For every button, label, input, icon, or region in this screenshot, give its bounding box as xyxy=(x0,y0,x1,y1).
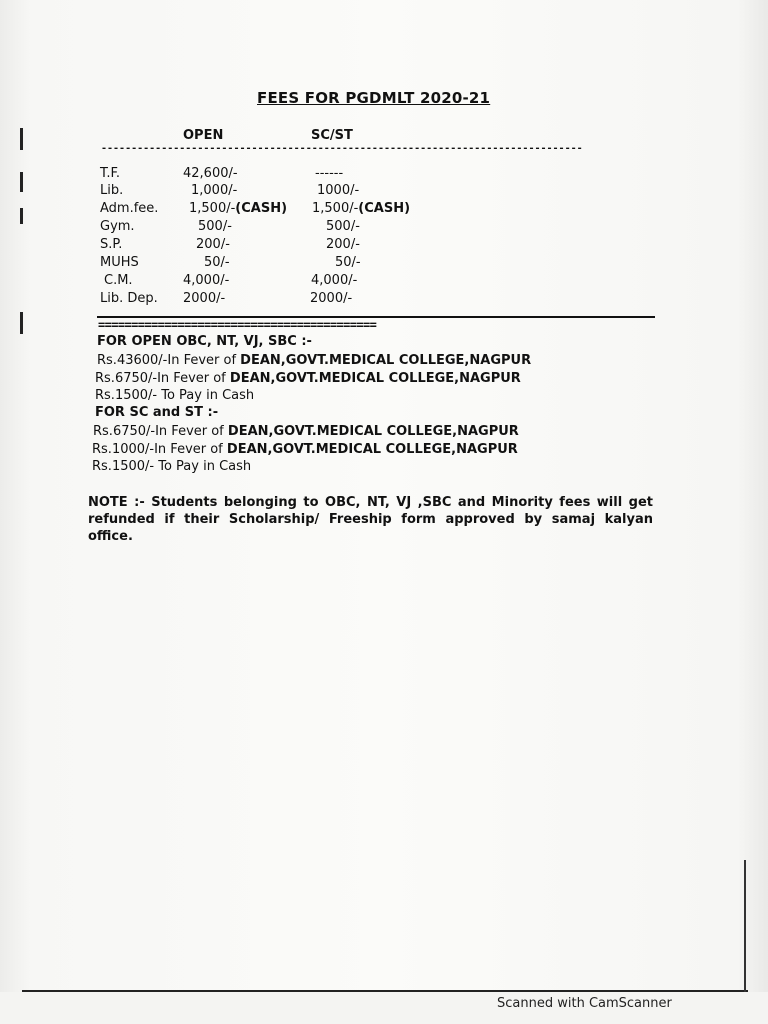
fee-scst: 200/- xyxy=(326,237,360,252)
fee-label: S.P. xyxy=(100,237,123,252)
dash-separator: -------------------------------------------------------------------------------- xyxy=(101,143,583,154)
fee-row xyxy=(0,201,768,219)
page-bottom-edge xyxy=(22,990,748,992)
payment-line: Rs.1000/-In Fever of DEAN,GOVT.MEDICAL COLLEGE,NAGPUR xyxy=(92,442,518,457)
payment-line: Rs.1500/- To Pay in Cash xyxy=(95,388,255,403)
fee-open: 1,000/- xyxy=(191,183,238,198)
section-heading-scst: FOR SC and ST :- xyxy=(95,405,219,420)
fee-open: 500/- xyxy=(198,219,232,234)
payment-line: Rs.43600/-In Fever of DEAN,GOVT.MEDICAL COLLEGE,NAGPUR xyxy=(97,353,532,368)
fee-open: 42,600/- xyxy=(183,166,238,181)
scan-edge-mark xyxy=(20,312,23,334)
payment-line: Rs.6750/-In Fever of DEAN,GOVT.MEDICAL COLLEGE,NAGPUR xyxy=(95,371,521,386)
page-right-edge xyxy=(744,860,746,992)
fee-label: Gym. xyxy=(100,219,135,234)
payment-line: Rs.1500/- To Pay in Cash xyxy=(92,459,252,474)
fee-scst: 4,000/- xyxy=(311,273,358,288)
equals-separator: ========================================== xyxy=(98,318,377,332)
fee-scst: ------ xyxy=(315,166,344,181)
fee-row xyxy=(0,291,768,309)
payment-line: Rs.6750/-In Fever of DEAN,GOVT.MEDICAL COLLEGE,NAGPUR xyxy=(93,424,519,439)
fee-open: 200/- xyxy=(196,237,230,252)
column-header-open: OPEN xyxy=(183,128,224,143)
column-header-scst: SC/ST xyxy=(311,128,353,143)
fee-scst: 1,500/-(CASH) xyxy=(312,201,411,216)
fee-row xyxy=(0,255,768,273)
document-title: FEES FOR PGDMLT 2020-21 xyxy=(257,89,491,107)
fee-row xyxy=(0,219,768,237)
section-heading-open: FOR OPEN OBC, NT, VJ, SBC :- xyxy=(97,334,312,349)
fee-row xyxy=(0,273,768,291)
fee-row xyxy=(0,183,768,201)
fee-open: 1,500/-(CASH) xyxy=(189,201,288,216)
fee-scst: 2000/- xyxy=(310,291,353,306)
fee-open: 2000/- xyxy=(183,291,226,306)
fee-scst: 1000/- xyxy=(317,183,360,198)
scanner-watermark: Scanned with CamScanner xyxy=(497,996,672,1011)
fee-scst: 500/- xyxy=(326,219,360,234)
fee-row xyxy=(0,237,768,255)
fee-label: Lib. xyxy=(100,183,124,198)
note-paragraph: NOTE :- Students belonging to OBC, NT, VJ ,SBC and Minority fees will get refunded if their Scholarship/ Freeship form approved by samaj kalyan office. xyxy=(88,495,653,544)
fee-label: Lib. Dep. xyxy=(100,291,158,306)
fee-label: C.M. xyxy=(104,273,133,288)
fee-open: 50/- xyxy=(204,255,230,270)
fee-label: Adm.fee. xyxy=(100,201,159,216)
fee-open: 4,000/- xyxy=(183,273,230,288)
fee-scst: 50/- xyxy=(335,255,361,270)
fee-row xyxy=(0,166,768,184)
fee-label: MUHS xyxy=(100,255,139,270)
fee-label: T.F. xyxy=(100,166,121,181)
scan-edge-mark xyxy=(20,128,23,150)
